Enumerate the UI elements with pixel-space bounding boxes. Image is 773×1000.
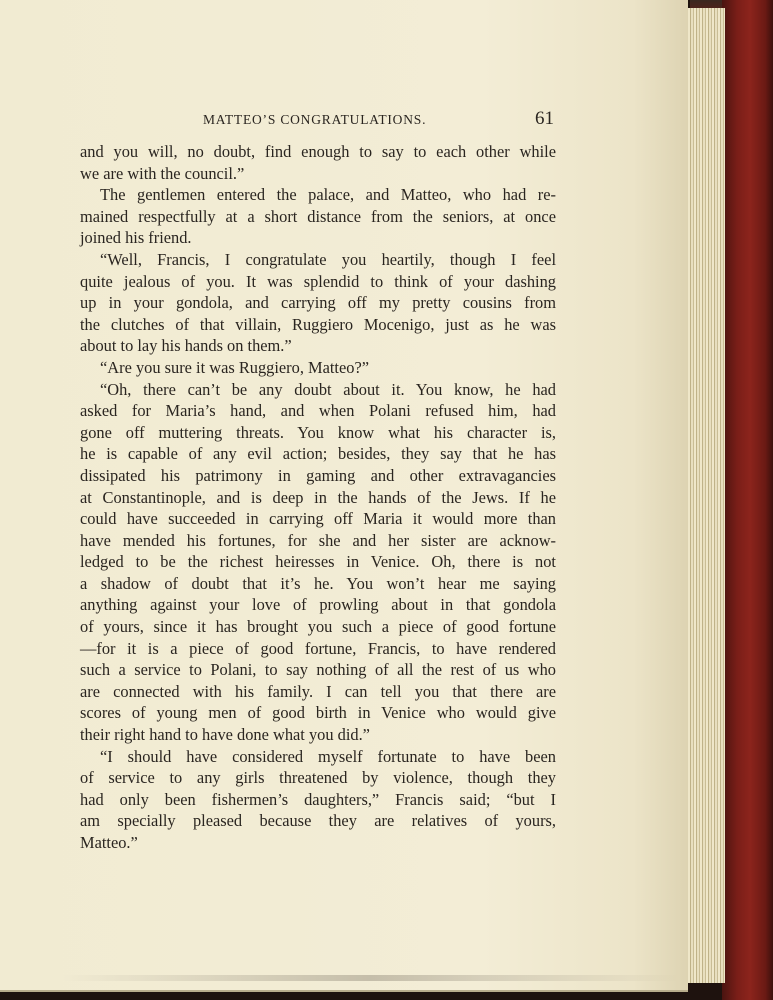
page-number: 61 xyxy=(535,108,554,129)
text-line: of service to any girls threatened by violence, though they xyxy=(80,768,556,788)
text-line: The gentlemen entered the palace, and Matteo, who had re- xyxy=(100,185,556,205)
text-line: of yours, since it has brought you such a piece of good fortune xyxy=(80,617,556,637)
text-line: ledged to be the richest heiresses in Venice. Oh, there is not xyxy=(80,552,556,572)
text-line: “I should have considered myself fortunate to have been xyxy=(100,746,556,766)
text-line: about to lay his hands on them.” xyxy=(80,336,292,356)
text-line: had only been fishermen’s daughters,” Francis said; “but I xyxy=(80,789,556,809)
text-line: the clutches of that villain, Ruggiero Mocenigo, just as he was xyxy=(80,314,556,334)
text-line: anything against your love of prowling about in that gondola xyxy=(80,595,556,615)
text-line: “Oh, there can’t be any doubt about it. You know, he had xyxy=(100,379,556,399)
text-line: he is capable of any evil action; besides, they say that he has xyxy=(80,444,556,464)
text-line: at Constantinople, and is deep in the hands of the Jews. If he xyxy=(80,487,556,507)
text-line: gone off muttering threats. You know what his character is, xyxy=(80,422,556,442)
page-edges xyxy=(684,8,725,983)
text-line: and you will, no doubt, find enough to say to each other while xyxy=(80,142,556,161)
book-cover xyxy=(722,0,773,1000)
text-line: “Well, Francis, I congratulate you heartily, though I feel xyxy=(100,249,556,269)
body-text xyxy=(80,141,556,854)
text-line: dissipated his patrimony in gaming and other extravagancies xyxy=(80,465,556,485)
text-line: asked for Maria’s hand, and when Polani refused him, had xyxy=(80,401,556,421)
text-line: a shadow of doubt that it’s he. You won’t hear me saying xyxy=(80,573,556,593)
text-line: —for it is a piece of good fortune, Francis, to have rendered xyxy=(80,638,556,658)
text-line: could have succeeded in carrying off Maria it would more than xyxy=(80,509,556,529)
running-head xyxy=(80,108,556,136)
text-line: “Are you sure it was Ruggiero, Matteo?” xyxy=(100,357,369,377)
page-bottom-shadow xyxy=(60,975,680,981)
text-line: scores of young men of good birth in Venice who would give xyxy=(80,703,556,723)
text-line: Matteo.” xyxy=(80,833,138,852)
running-title: MATTEO’S CONGRATULATIONS. xyxy=(203,112,427,127)
text-line: are connected with his family. I can tell you that there are xyxy=(80,681,556,701)
text-line: mained respectfully at a short distance from the seniors, at once xyxy=(80,206,556,226)
text-line: their right hand to have done what you did.” xyxy=(80,725,370,745)
text-line: we are with the council.” xyxy=(80,163,245,183)
text-block xyxy=(80,108,556,854)
text-line: such a service to Polani, to say nothing of all the rest of us who xyxy=(80,660,556,680)
text-line: have mended his fortunes, for she and her sister are acknow- xyxy=(80,530,556,550)
text-line: joined his friend. xyxy=(80,228,192,248)
text-line: am specially pleased because they are relatives of yours, xyxy=(80,811,556,831)
text-line: up in your gondola, and carrying off my pretty cousins from xyxy=(80,293,556,313)
text-line: quite jealous of you. It was splendid to think of your dashing xyxy=(80,271,556,291)
